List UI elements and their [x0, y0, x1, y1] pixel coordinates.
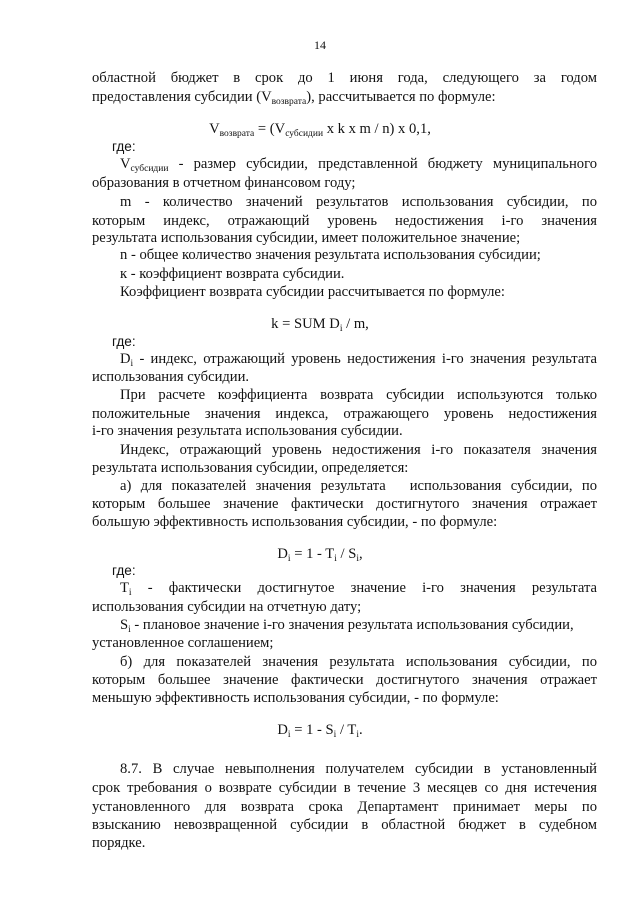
text-line: порядке. [92, 835, 146, 851]
text-line: большую эффективность использования субсидии, - по формуле: [92, 514, 498, 530]
text-line: Индекс, отражающий уровень недостижения i-го показателя значения [120, 442, 597, 458]
text-line: б) для показателей значения результата использования субсидии, по [120, 654, 597, 670]
text-line: При расчете коэффициента возврата субсидии используются только [120, 387, 597, 403]
formula-k: k = SUM $D_i$ / m, [271, 316, 369, 334]
text-line: использования субсидии. [92, 369, 250, 385]
text-line: областной бюджет в срок до 1 июня года, следующего за годом [92, 70, 597, 86]
formula-di-2: $D_i = 1 - S_i / T_i$. [277, 722, 363, 740]
text-line: результата использования субсидии, имеет положительное значение; [92, 230, 521, 246]
text-line: n - общее количество значения результата использования субсидии; [120, 247, 541, 263]
text-line: срок требования о возврате субсидии в течение 3 месяцев со дня истечения [92, 780, 597, 796]
text-line: взысканию невозвращенной субсидии в областной бюджет в судебном [92, 817, 597, 833]
text-line: меньшую эффективность использования субсидии, - по формуле: [92, 690, 499, 706]
text-line: а) для показателей значения результата использования субсидии, по [120, 478, 597, 494]
page-number: 14 [314, 38, 326, 52]
text-line: m - количество значений результатов использования субсидии, по [120, 194, 597, 210]
text-line: $T_i$ - фактически достигнутое значение i-го значения результата [120, 580, 597, 598]
text-line: которым большее значение фактически достигнутого значения отражает [92, 496, 597, 512]
formula-di-1: $D_i = 1 - T_i / S_i$, [277, 546, 363, 564]
text-line: $D_i$ - индекс, отражающий уровень недостижения i-го значения результата [120, 351, 597, 369]
text-line: положительные значения индекса, отражающего уровень недостижения [92, 406, 597, 422]
text-line: установленное соглашением; [92, 635, 274, 651]
text-line: результата использования субсидии, определяется: [92, 460, 409, 476]
formula-v-vozvrata: $V_{возврата} = (V_{субсидии}$ x k x m / n) x 0,1, [209, 121, 431, 139]
text-line: которым большее значение фактически достигнутого значения отражает [92, 672, 597, 688]
text-line: $V_{субсидии}$ - размер субсидии, представленной бюджету муниципального [120, 156, 597, 174]
text-line: i-го значения результата использования субсидии. [92, 423, 403, 439]
text-line: $S_i$ - плановое значение i-го значения результата использования субсидии, [120, 617, 574, 635]
text-line: образования в отчетном финансовом году; [92, 175, 356, 191]
text-line: которым индекс, отражающий уровень недостижения i-го значения [92, 213, 597, 229]
text-line: предоставления субсидии $(V_{возврата})$, рассчитывается по формуле: [92, 89, 496, 107]
label-gde: где: [112, 563, 136, 578]
text-line: установленного для возврата срока Департамент принимает меры по [92, 799, 597, 815]
label-gde: где: [112, 334, 136, 349]
text-line: Коэффициент возврата субсидии рассчитывается по формуле: [120, 284, 505, 300]
text-line: к - коэффициент возврата субсидии. [120, 266, 345, 282]
label-gde: где: [112, 139, 136, 154]
text-line: 8.7. В случае невыполнения получателем субсидии в установленный [120, 761, 597, 777]
text-line: использования субсидии на отчетную дату; [92, 599, 362, 615]
